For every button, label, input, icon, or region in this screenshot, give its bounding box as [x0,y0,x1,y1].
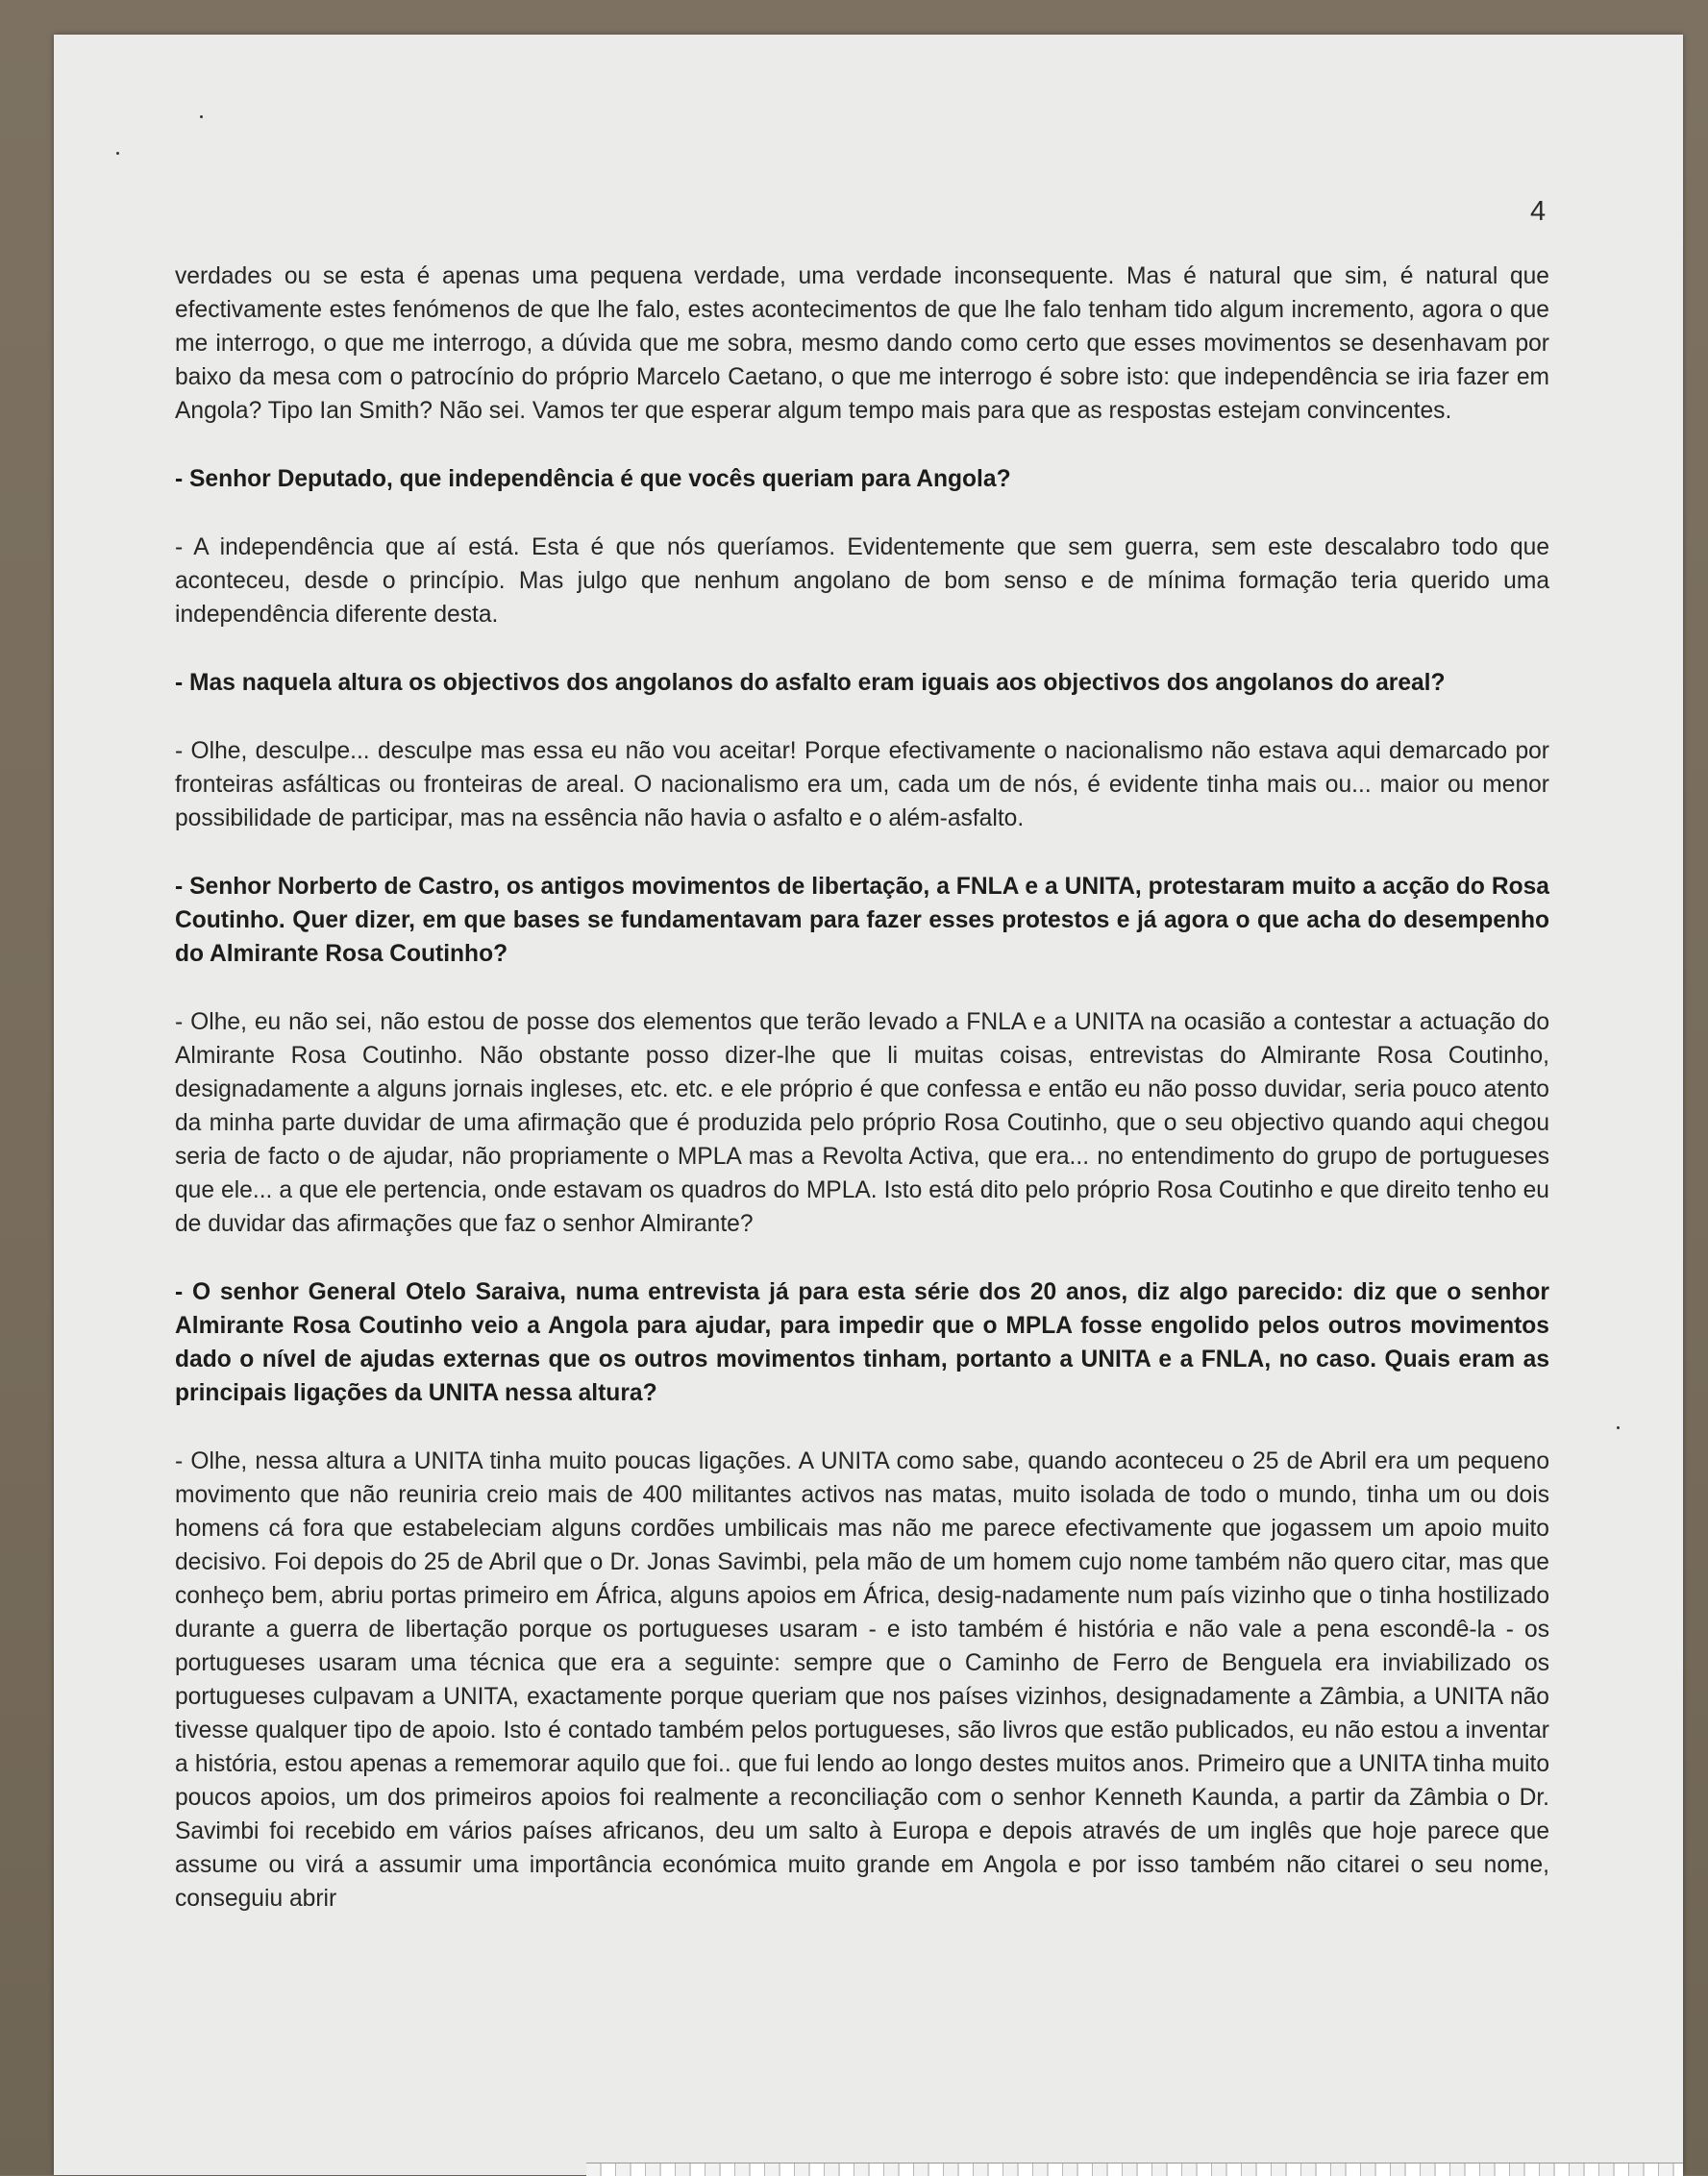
scan-speck [200,115,203,118]
interview-transcript [175,260,1549,1916]
paragraph-gap [175,835,1549,870]
answer-paragraph: verdades ou se esta é apenas uma pequena verdade, uma verdade inconsequente. Mas é natural que sim, é natural que efectivamente estes fenómenos de que lhe falo, estes acontecimentos de que lhe falo tenham tido algum incremento, agora o que me interrogo, o que me interrogo, a dúvida que me sobra, mesmo dando como certo que esses movimentos se desenhavam por baixo da mesa com o patrocínio do próprio Marcelo Caetano, o que me interrogo é sobre isto: que independência se iria fazer em Angola? Tipo Ian Smith? Não sei. Vamos ter que esperar algum tempo mais para que as respostas estejam convincentes. [175,263,1549,424]
question-paragraph: - Senhor Deputado, que independência é que vocês queriam para Angola? [175,466,1011,492]
question-paragraph: - Mas naquela altura os objectivos dos angolanos do asfalto eram iguais aos objectivos dos angolanos do areal? [175,670,1446,696]
paragraph-gap [175,1241,1549,1275]
answer-paragraph: - Olhe, eu não sei, não estou de posse dos elementos que terão levado a FNLA e a UNITA na ocasião a contestar a actuação do Almirante Rosa Coutinho. Não obstante posso dizer-lhe que li muitas coisas, entrevistas do Almirante Rosa Coutinho, designadamente a alguns jornais ingleses, etc. etc. e ele próprio é que confessa e então eu não posso duvidar, seria pouco atento da minha parte duvidar de uma afirmação que é produzida pelo próprio Rosa Coutinho, que o seu objectivo quando aqui chegou seria de facto o de ajudar, não propriamente o MPLA mas a Revolta Activa, que era... no entendimento do grupo de portugueses que ele... a que ele pertencia, onde estavam os quadros do MPLA. Isto está dito pelo próprio Rosa Coutinho e que direito tenho eu de duvidar das afirmações que faz o senhor Almirante? [175,1009,1549,1237]
paragraph-gap [175,631,1549,666]
scan-speck [1617,1426,1620,1429]
page-number: 4 [1530,196,1547,227]
answer-paragraph: - Olhe, nessa altura a UNITA tinha muito poucas ligações. A UNITA como sabe, quando aconteceu o 25 de Abril era um pequeno movimento que não reuniria creio mais de 400 militantes activos nas matas, muito isolada de todo o mundo, tinha um ou dois homens cá fora que estabeleciam alguns cordões umbilicais mas não me parece efectivamente que jogassem um apoio muito decisivo. Foi depois do 25 de Abril que o Dr. Jonas Savimbi, pela mão de um homem cujo nome também não quero citar, mas que conheço bem, abriu portas primeiro em África, alguns apoios em África, desig-nadamente num país vizinho que o tinha hostilizado durante a guerra de libertação porque os portugueses usaram - e isto também é história e não vale a pena escondê-la - os portugueses usaram uma técnica que era a seguinte: sempre que o Caminho de Ferro de Benguela era inviabilizado os portugueses culpavam a UNITA, exactamente porque queriam que nos países vizinhos, designadamente a Zâmbia, a UNITA não tivesse qualquer tipo de apoio. Isto é contado também pelos portugueses, são livros que estão publicados, eu não estou a inventar a história, estou apenas a rememorar aquilo que foi.. que fui lendo ao longo destes muitos anos. Primeiro que a UNITA tinha muito poucos apoios, um dos primeiros apoios foi realmente a reconciliação com o senhor Kenneth Kaunda, a partir da Zâmbia o Dr. Savimbi foi recebido em vários países africanos, deu um salto à Europa e depois através de um inglês que hoje parece que assume ou virá a assumir uma importância económica muito grande em Angola e por isso também não citarei o seu nome, conseguiu abrir [175,1448,1549,1912]
paragraph-gap [175,1410,1549,1445]
scanner-calibration-strip [586,2163,1683,2176]
scan-speck [116,152,119,155]
paragraph-gap [175,700,1549,734]
question-paragraph: - Senhor Norberto de Castro, os antigos movimentos de libertação, a FNLA e a UNITA, protestaram muito a acção do Rosa Coutinho. Quer dizer, em que bases se fundamentavam para fazer esses protestos e já agora o que acha do desempenho do Almirante Rosa Coutinho? [175,874,1549,967]
question-paragraph: - O senhor General Otelo Saraiva, numa entrevista já para esta série dos 20 anos, diz algo parecido: diz que o senhor Almirante Rosa Coutinho veio a Angola para ajudar, para impedir que o MPLA fosse engolido pelos outros movimentos dado o nível de ajudas externas que os outros movimentos tinham, portanto a UNITA e a FNLA, no caso. Quais eram as principais ligações da UNITA nessa altura? [175,1279,1549,1406]
answer-paragraph: - Olhe, desculpe... desculpe mas essa eu não vou aceitar! Porque efectivamente o nacionalismo não estava aqui demarcado por fronteiras asfálticas ou fronteiras de areal. O nacionalismo era um, cada um de nós, é evidente tinha mais ou... maior ou menor possibilidade de participar, mas na essência não havia o asfalto e o além-asfalto. [175,738,1549,831]
paragraph-gap [175,496,1549,531]
paragraph-gap [175,971,1549,1005]
answer-paragraph: - A independência que aí está. Esta é que nós queríamos. Evidentemente que sem guerra, sem este descalabro todo que aconteceu, desde o princípio. Mas julgo que nenhum angolano de bom senso e de mínima formação teria querido uma independência diferente desta. [175,534,1549,628]
paragraph-gap [175,428,1549,462]
